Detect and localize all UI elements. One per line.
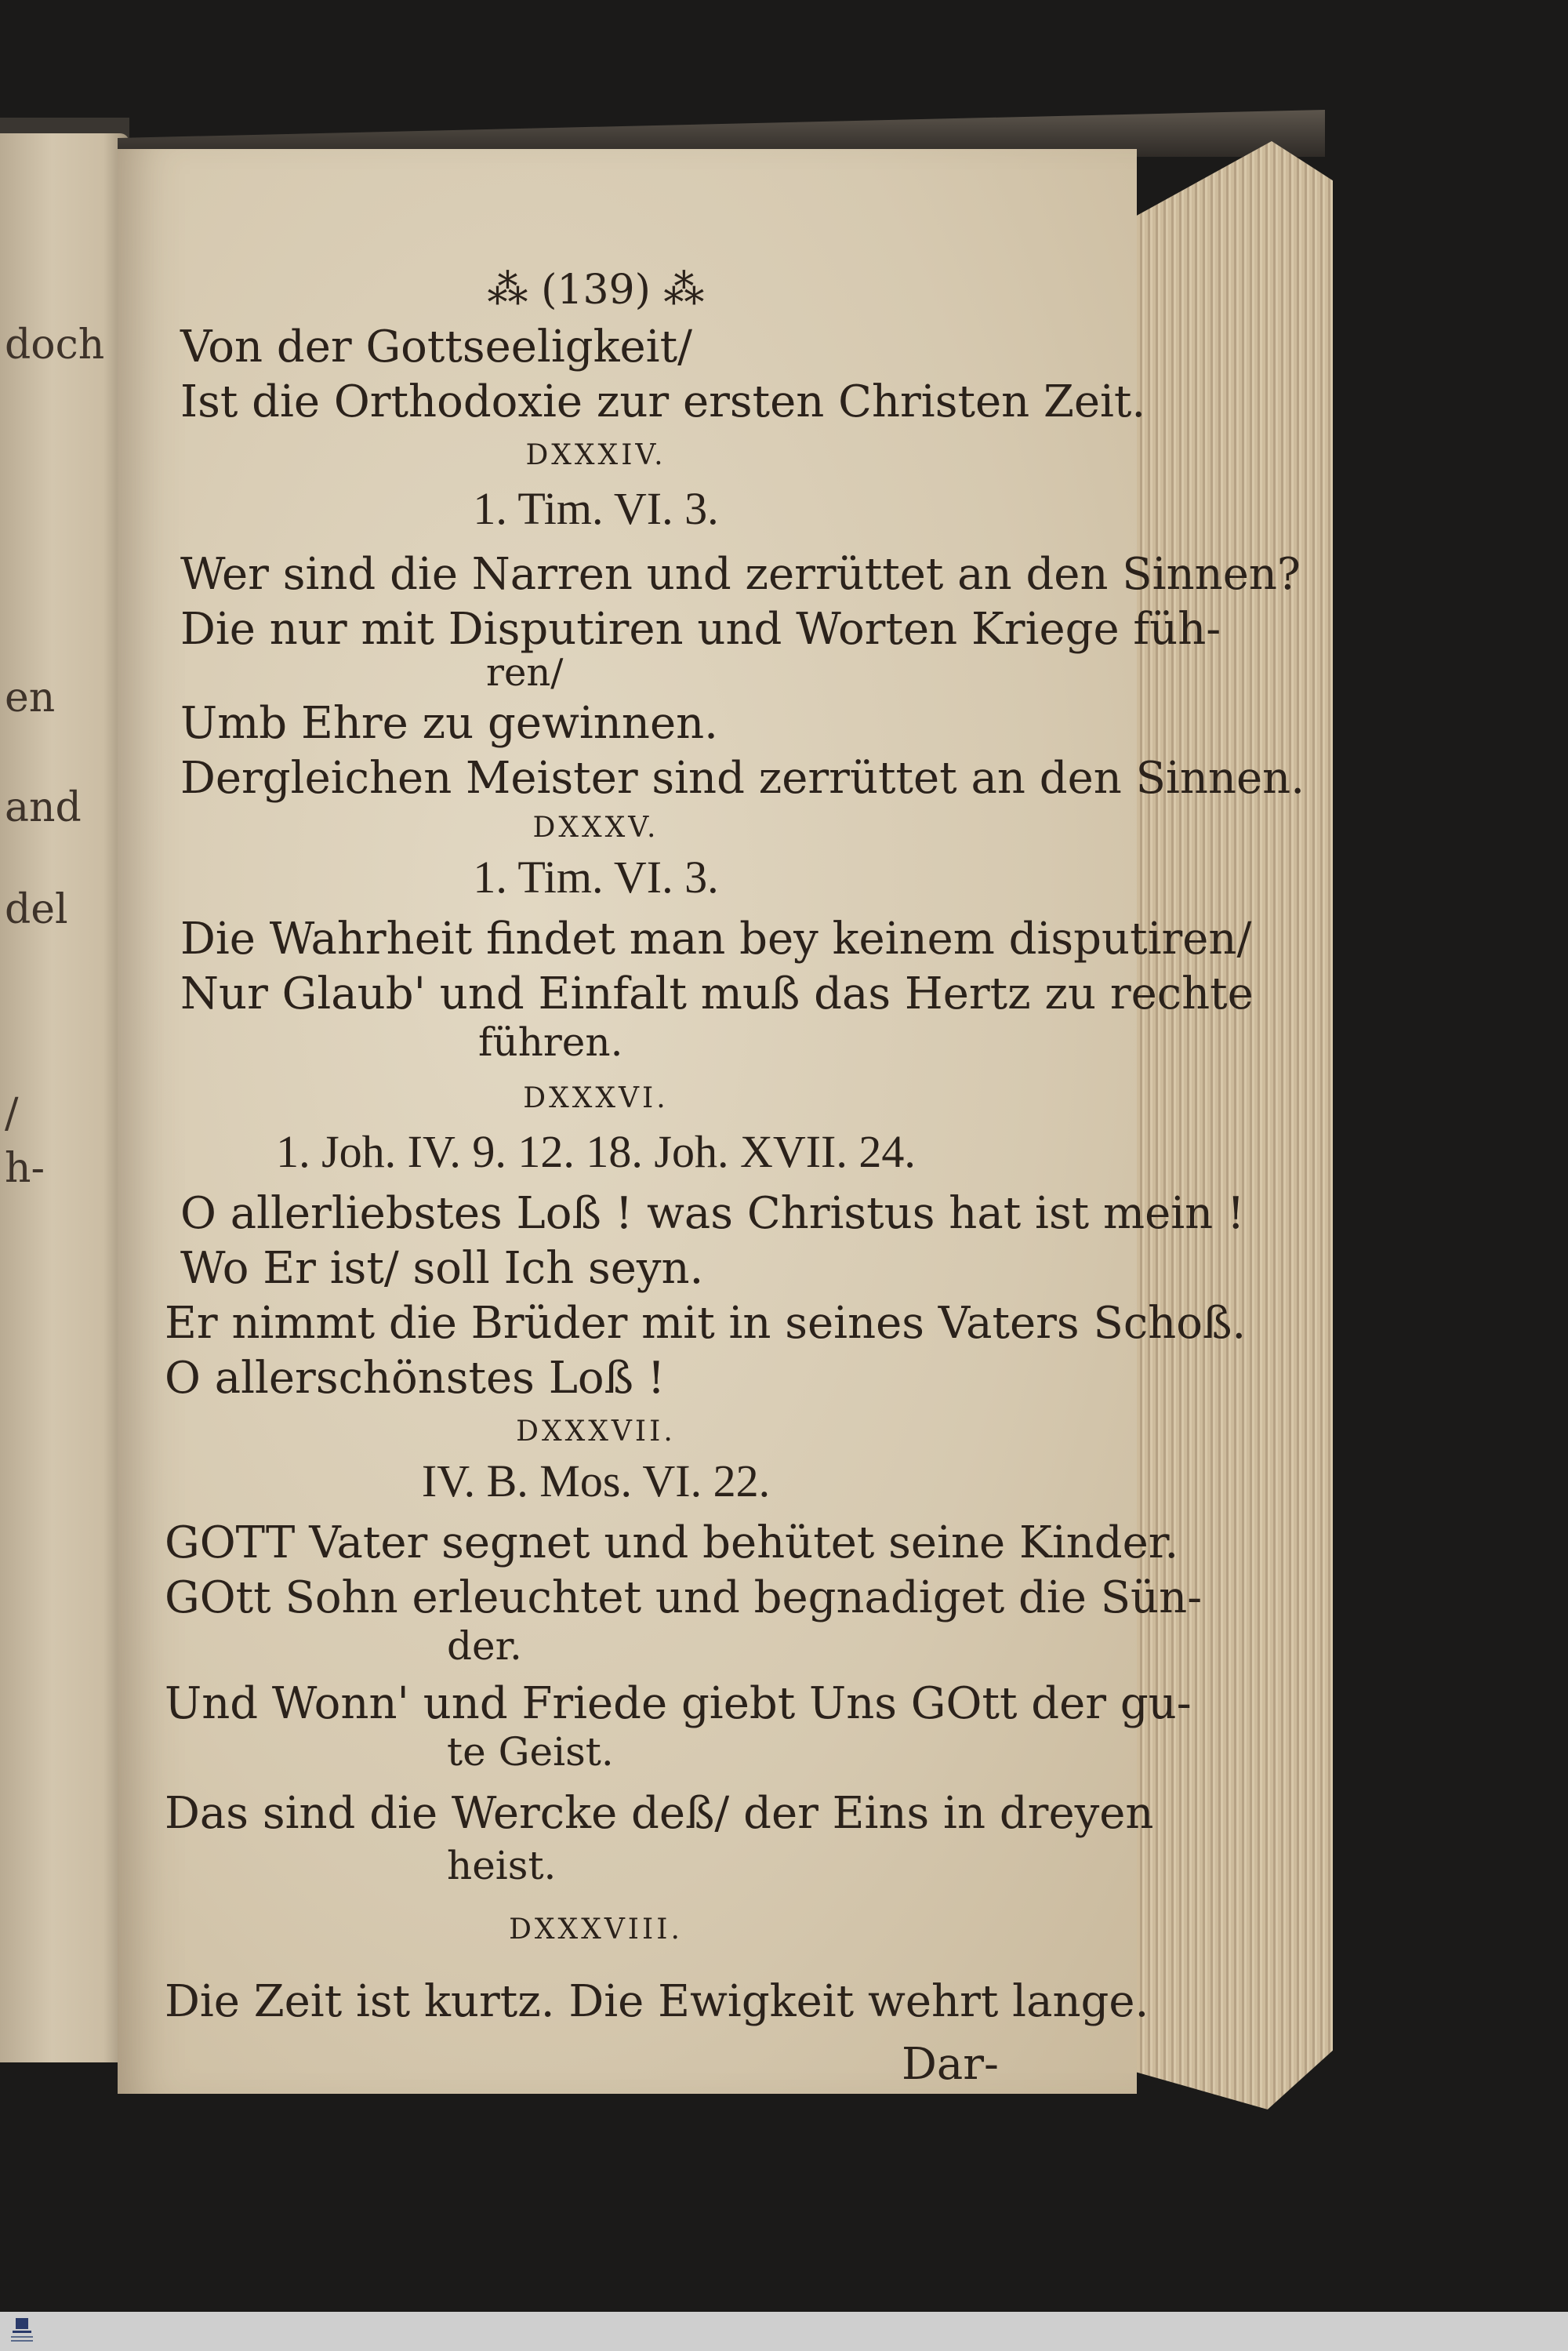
scripture-reference: 1. Tim. VI. 3. [473,483,719,534]
facing-page [0,133,129,2062]
text-line: GOTT Vater segnet und behütet seine Kinder. [165,1517,1179,1568]
text-line: Dergleichen Meister sind zerrüttet an den Sinnen. [180,753,1305,804]
scripture-reference: IV. B. Mos. VI. 22. [421,1455,771,1506]
facing-page-fragment: en [5,674,56,721]
book-page [118,149,1305,2094]
section-number: DXXXIV. [525,439,666,471]
text-line: Nur Glaub' und Einfalt muß das Hertz zu rechte [180,968,1254,1019]
text-line: heist. [447,1843,557,1888]
text-line: Und Wonn' und Friede giebt Uns GOtt der gu- [165,1678,1192,1729]
text-line: Umb Ehre zu gewinnen. [180,698,718,749]
text-line: Die nur mit Disputiren und Worten Kriege füh- [180,604,1221,655]
scripture-reference: 1. Tim. VI. 3. [473,852,719,903]
facing-page-fragment: h‑ [5,1145,45,1192]
text-line: GOtt Sohn erleuchtet und begnadiget die Sün- [165,1572,1203,1623]
text-line: Die Wahrheit findet man bey keinem disputiren/ [180,914,1252,965]
book-fore-edge [1129,141,1333,2109]
text-line: Das sind die Wercke deß/ der Eins in dreyen [165,1788,1154,1839]
section-number: DXXXV. [532,812,659,844]
viewer-footer-bar [0,2312,1568,2351]
text-line: O allerliebstes Loß ! was Christus hat ist mein ! [180,1188,1245,1239]
facing-page-fragment: del [5,886,68,933]
text-line: Ist die Orthodoxie zur ersten Christen Zeit. [180,376,1146,427]
text-line: O allerschönstes Loß ! [165,1353,666,1404]
section-number: DXXXVII. [516,1415,676,1448]
text-line: te Geist. [447,1729,614,1775]
text-line: Wer sind die Narren und zerrüttet an den Sinnen? [180,549,1301,600]
text-line: Die Zeit ist kurtz. Die Ewigkeit wehrt lange. [165,1976,1149,2027]
facing-page-fragment: / [5,1090,19,1137]
facing-page-fragment: and [5,784,82,831]
text-line: führen. [478,1019,623,1065]
facing-page-fragment: doch [5,322,105,369]
text-line: ren/ [486,651,564,695]
scripture-reference: 1. Joh. IV. 9. 12. 18. Joh. XVII. 24. [276,1126,916,1177]
text-line: der. [447,1623,522,1669]
page-header: ⁂ (139) ⁂ [487,267,705,314]
text-line: Von der Gottseeligkeit/ [180,322,692,372]
text-line: Wo Er ist/ soll Ich seyn. [180,1243,704,1294]
catchword: Dar- [902,2039,999,2090]
section-number: DXXXVIII. [509,1913,683,1946]
text-line: Er nimmt die Brüder mit in seines Vaters Schoß. [165,1298,1247,1349]
library-logo-icon [5,2315,39,2346]
section-number: DXXXVI. [523,1082,669,1114]
